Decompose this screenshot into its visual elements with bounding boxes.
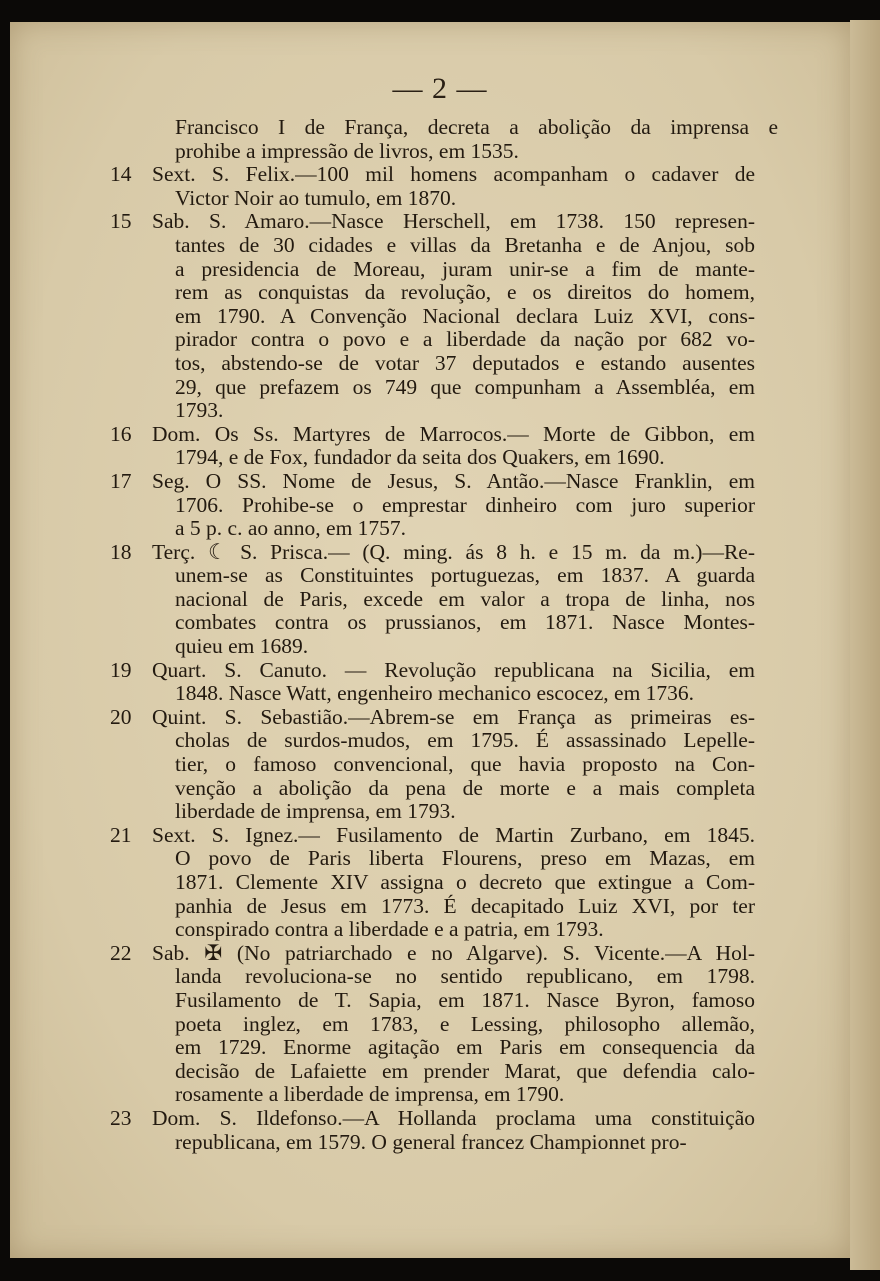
entry-text-line: nacional de Paris, excede em valor a tropa de linha, nos [175,586,755,611]
entry-text-line: decisão de Lafaiette em prender Marat, que defendia calo- [175,1058,755,1083]
entry-text-line: Quart. S. Canuto. — Revolução republicana na Sicilia, em [152,657,755,682]
entry-line-row [0,1107,880,1131]
entry-text-line: Sext. S. Ignez.— Fusilamento de Martin Zurbano, em 1845. [152,822,755,847]
entry-line-row [0,116,880,140]
entry-line-row [0,1083,880,1107]
calendar-entry [0,116,880,163]
day-number: 14 [110,162,132,187]
calendar-entry [0,706,880,824]
entry-text-line: em 1729. Enorme agitação em Paris em consequencia da [175,1035,755,1060]
entry-text-line: Sab. S. Amaro.—Nasce Herschell, em 1738. 150 represen- [152,209,755,234]
entry-text-line: O povo de Paris liberta Flourens, preso em Mazas, em [175,846,755,871]
entry-line-row [0,163,880,187]
entry-text-line: Francisco I de França, decreta a abolição da imprensa e [175,115,778,139]
entry-line-row [0,140,880,164]
entry-text-line: venção a abolição da pena de morte e a mais completa [175,775,755,800]
calendar-entry [0,659,880,706]
entry-line-row [0,446,880,470]
entry-text-line: rosamente a liberdade de imprensa, em 1790. [175,1082,565,1107]
day-number: 16 [110,421,132,446]
calendar-entry [0,1107,880,1154]
entry-text-line: 1793. [175,398,224,423]
day-number: 17 [110,468,132,493]
page-number: — 2 — [392,72,488,105]
entry-text-line: Terç. ☾ S. Prisca.— (Q. ming. ás 8 h. e 15 m. da m.)—Re- [152,539,755,564]
entry-line-row [0,729,880,753]
entry-line-row [0,210,880,234]
entry-line-row [0,965,880,989]
entry-text-line: Dom. Os Ss. Martyres de Marrocos.— Morte de Gibbon, em [152,421,755,446]
entry-text-line: Sext. S. Felix.—100 mil homens acompanham o cadaver de [152,162,755,187]
entry-line-row [0,352,880,376]
entry-line-row [0,942,880,966]
entry-line-row [0,871,880,895]
entry-text-line: Sab. ✠ (No patriarchado e no Algarve). S. Vicente.—A Hol- [152,940,755,965]
entry-text-line: landa revoluciona-se no sentido republicano, em 1798. [175,964,755,989]
entry-line-row [0,611,880,635]
day-number: 21 [110,822,132,847]
entry-line-row [0,989,880,1013]
day-number: 22 [110,940,132,965]
day-number: 19 [110,657,132,682]
day-number: 18 [110,539,132,564]
entry-line-row [0,1013,880,1037]
calendar-entry [0,942,880,1107]
calendar-entry [0,470,880,541]
entry-text-line: Dom. S. Ildefonso.—A Hollanda proclama uma constituição [152,1105,755,1130]
entry-line-row [0,918,880,942]
day-number: 23 [110,1105,132,1130]
calendar-entry [0,163,880,210]
entry-line-row [0,399,880,423]
entry-line-row [0,588,880,612]
calendar-entry [0,423,880,470]
entry-line-row [0,800,880,824]
entry-line-row [0,659,880,683]
entry-text-line: a presidencia de Moreau, juram unir-se a fim de mante- [175,256,755,281]
entry-line-row [0,517,880,541]
entry-text-line: cholas de surdos-mudos, em 1795. É assassinado Lepelle- [175,728,755,753]
entry-text-line: quieu em 1689. [175,634,309,659]
entry-line-row [0,824,880,848]
entry-line-row [0,281,880,305]
entry-line-row [0,470,880,494]
entry-line-row [0,305,880,329]
day-number: 15 [110,209,132,234]
entry-text-line: em 1790. A Convenção Nacional declara Luiz XVI, cons- [175,303,755,328]
entry-line-row [0,847,880,871]
entry-text-line: prohibe a impressão de livros, em 1535. [175,138,519,163]
calendar-entry [0,824,880,942]
entry-text-line: conspirado contra a liberdade e a patria, em 1793. [175,917,604,942]
entry-text-line: pirador contra o povo e a liberdade da nação por 682 vo- [175,327,755,352]
entry-text-line: 1871. Clemente XIV assigna o decreto que extingue a Com- [175,870,755,894]
entry-line-row [0,494,880,518]
entry-text-line: combates contra os prussianos, em 1871. Nasce Montes- [175,610,755,635]
entry-text-line: poeta inglez, em 1783, e Lessing, philosopho allemão, [175,1011,755,1036]
entry-line-row [0,1060,880,1084]
entry-text-line: tier, o famoso convencional, que havia proposto na Con- [175,752,755,777]
calendar-entry [0,210,880,422]
entry-line-row [0,328,880,352]
entry-text-line: rem as conquistas da revolução, e os direitos do homem, [175,280,755,305]
entry-line-row [0,682,880,706]
entry-line-row [0,753,880,777]
entry-text-line: panhia de Jesus em 1773. É decapitado Luiz XVI, por ter [175,893,755,918]
entry-line-row [0,258,880,282]
entry-text-line: tantes de 30 cidades e villas da Bretanha e de Anjou, sob [175,232,755,257]
day-number: 20 [110,704,132,729]
entry-text-line: 1706. Prohibe-se o emprestar dinheiro com juro superior [175,492,755,517]
entry-line-row [0,1131,880,1155]
entry-line-row [0,895,880,919]
entry-line-row [0,777,880,801]
entry-text-line: Victor Noir ao tumulo, em 1870. [175,185,457,210]
entry-line-row [0,706,880,730]
entry-line-row [0,1036,880,1060]
entry-text-line: Quint. S. Sebastião.—Abrem-se em França as primeiras es- [152,704,755,729]
entry-text-line: republicana, em 1579. O general francez Championnet pro- [175,1129,687,1154]
entry-text-line: tos, abstendo-se de votar 37 deputados e estando ausentes [175,350,755,375]
entry-line-row [0,635,880,659]
entry-text-line: 1848. Nasce Watt, engenheiro mechanico escocez, em 1736. [175,681,695,706]
entry-line-row [0,376,880,400]
entry-text-line: unem-se as Constituintes portuguezas, em 1837. A guarda [175,563,755,588]
entry-text-line: Seg. O SS. Nome de Jesus, S. Antão.—Nasce Franklin, em [152,468,755,493]
entry-line-row [0,234,880,258]
entry-text-line: Fusilamento de T. Sapia, em 1871. Nasce Byron, famoso [175,987,755,1012]
entry-text-line: liberdade de imprensa, em 1793. [175,799,456,824]
entry-line-row [0,564,880,588]
entry-text-line: 29, que prefazem os 749 que compunham a Assembléa, em [175,374,755,399]
calendar-entries [0,116,880,1154]
entry-text-line: 1794, e de Fox, fundador da seita dos Quakers, em 1690. [175,445,665,470]
calendar-entry [0,541,880,659]
entry-line-row [0,541,880,565]
entry-line-row [0,187,880,211]
entry-text-line: a 5 p. c. ao anno, em 1757. [175,516,407,541]
entry-line-row [0,423,880,447]
